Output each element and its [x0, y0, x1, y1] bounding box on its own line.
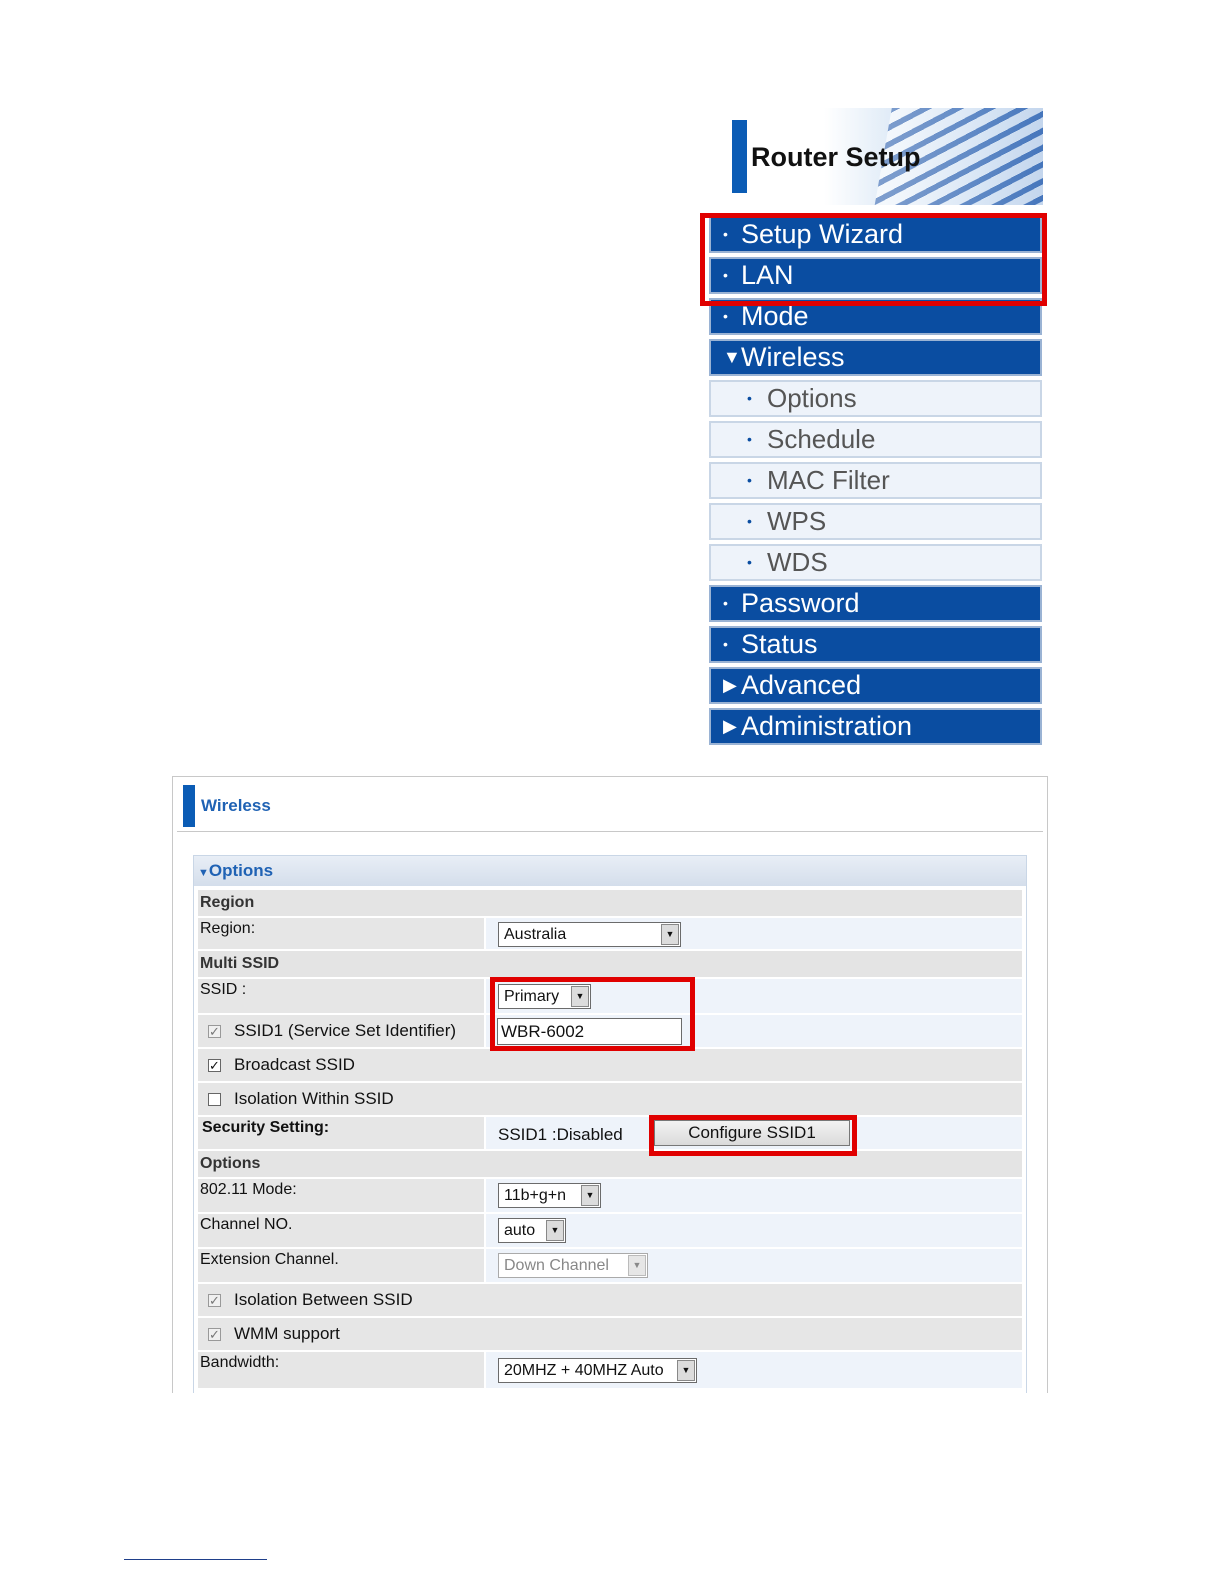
menu-item-wireless[interactable]: [709, 339, 1042, 376]
section-region: Region: [198, 890, 1022, 916]
row-80211-mode: [198, 1179, 1022, 1212]
channel-value-cell: [486, 1214, 1022, 1247]
wmm-support-checkbox[interactable]: ✓: [209, 1326, 220, 1342]
channel-select[interactable]: [498, 1218, 566, 1243]
chevron-down-icon: ▼: [677, 1360, 695, 1381]
bullet-icon: •: [723, 267, 728, 283]
isolation-within-ssid-label: Isolation Within SSID: [234, 1089, 394, 1108]
isolation-between-ssid-checkbox[interactable]: ✓: [209, 1292, 220, 1308]
bandwidth-select-value: 20MHZ + 40MHZ Auto: [504, 1362, 664, 1379]
mode-select[interactable]: [498, 1183, 601, 1208]
extension-channel-select[interactable]: [498, 1253, 648, 1278]
panel-accent-bar: [183, 785, 195, 827]
isolation-between-ssid-label: Isolation Between SSID: [234, 1290, 413, 1309]
extension-channel-value-cell: [486, 1249, 1022, 1282]
menu-item-label: Status: [741, 629, 818, 659]
submenu-item-options[interactable]: [709, 380, 1042, 417]
bullet-icon: •: [747, 472, 752, 488]
bullet-icon: •: [747, 554, 752, 570]
menu-item-label: Wireless: [741, 342, 845, 372]
triangle-down-icon: ▼: [723, 347, 741, 367]
triangle-right-icon: ▶: [723, 675, 737, 695]
submenu-item-label: MAC Filter: [767, 465, 890, 495]
submenu-item-schedule[interactable]: [709, 421, 1042, 458]
panel-title: Wireless: [201, 796, 271, 815]
bandwidth-label: Bandwidth:: [198, 1352, 484, 1388]
channel-label: Channel NO.: [198, 1214, 484, 1247]
row-broadcast-ssid: [198, 1049, 1022, 1081]
mode-value-cell: [486, 1179, 1022, 1212]
chevron-down-icon: ▼: [571, 986, 589, 1007]
row-extension-channel: [198, 1249, 1022, 1282]
menu-item-label: Mode: [741, 301, 809, 331]
chevron-down-icon: ▼: [661, 924, 679, 945]
security-setting-label: Security Setting:: [198, 1117, 484, 1149]
menu-item-status[interactable]: [709, 626, 1042, 663]
bandwidth-value-cell: [486, 1352, 1022, 1388]
menu-item-administration[interactable]: [709, 708, 1042, 745]
broadcast-ssid-checkbox[interactable]: ✓: [209, 1057, 220, 1073]
submenu-item-label: WPS: [767, 506, 827, 536]
submenu-item-label: Options: [767, 383, 857, 413]
ssid1-name-input[interactable]: WBR-6002: [497, 1018, 682, 1045]
broadcast-ssid-label: Broadcast SSID: [234, 1055, 355, 1074]
row-security-setting: [198, 1117, 1022, 1149]
mode-label: 802.11 Mode:: [198, 1179, 484, 1212]
highlight-box-configure: [649, 1115, 857, 1156]
bullet-icon: •: [723, 595, 728, 611]
chevron-down-icon: ▼: [628, 1255, 646, 1276]
options-body: [194, 886, 1026, 1388]
submenu-item-wps[interactable]: [709, 503, 1042, 540]
region-select[interactable]: [498, 922, 681, 947]
wireless-panel: [172, 776, 1048, 1393]
menu-item-advanced[interactable]: [709, 667, 1042, 704]
chevron-down-icon: ▼: [546, 1220, 564, 1241]
bullet-icon: •: [747, 431, 752, 447]
submenu-item-wds[interactable]: [709, 544, 1042, 581]
submenu-item-label: WDS: [767, 547, 828, 577]
bandwidth-select[interactable]: [498, 1358, 697, 1383]
header-accent-bar: [732, 120, 747, 193]
menu-item-label: Password: [741, 588, 860, 618]
router-setup-title: Router Setup: [751, 142, 921, 172]
row-region: [198, 918, 1022, 949]
row-channel: [198, 1214, 1022, 1247]
bullet-icon: •: [747, 513, 752, 529]
ssid1-checkbox[interactable]: ✓: [209, 1023, 220, 1039]
triangle-right-icon: ▶: [723, 716, 737, 736]
submenu-item-label: Schedule: [767, 424, 876, 454]
region-value-cell: [486, 918, 1022, 949]
section-options: Options: [198, 1151, 1022, 1177]
row-wmm-support: [198, 1318, 1022, 1350]
bullet-icon: •: [723, 226, 728, 242]
row-isolation-between-ssid: [198, 1284, 1022, 1316]
wmm-support-label: WMM support: [234, 1324, 340, 1343]
extension-channel-label: Extension Channel.: [198, 1249, 484, 1282]
region-label: Region:: [198, 918, 484, 949]
highlight-box-ssid: [490, 977, 695, 1051]
ssid1-label-cell: [198, 1015, 484, 1047]
triangle-down-icon: ▼: [198, 867, 209, 879]
bullet-icon: •: [723, 636, 728, 652]
bullet-icon: •: [723, 308, 728, 324]
isolation-within-ssid-checkbox[interactable]: [208, 1093, 221, 1106]
bullet-icon: •: [747, 390, 752, 406]
router-setup-header: [730, 108, 1043, 205]
panel-divider: [177, 831, 1043, 832]
ssid-label: SSID :: [198, 979, 484, 1013]
ssid-select-value: Primary: [504, 988, 560, 1005]
security-status-text: SSID1 :Disabled: [498, 1125, 623, 1144]
submenu-item-mac-filter[interactable]: [709, 462, 1042, 499]
options-header[interactable]: [194, 856, 1026, 886]
section-multi-ssid: Multi SSID: [198, 951, 1022, 977]
menu-item-label: LAN: [741, 260, 794, 290]
row-bandwidth: [198, 1352, 1022, 1388]
highlight-box-setup-lan: [700, 213, 1047, 306]
chevron-down-icon: ▼: [581, 1185, 599, 1206]
row-isolation-within-ssid: [198, 1083, 1022, 1115]
menu-item-password[interactable]: [709, 585, 1042, 622]
region-select-value: Australia: [504, 926, 567, 943]
footnote-rule: [124, 1559, 267, 1560]
menu-item-label: Advanced: [741, 670, 862, 700]
extension-channel-select-value: Down Channel: [504, 1257, 609, 1274]
options-group: [193, 855, 1027, 1393]
configure-ssid1-button[interactable]: Configure SSID1: [654, 1120, 850, 1146]
options-header-label: Options: [208, 861, 274, 880]
channel-select-value: auto: [504, 1222, 536, 1239]
ssid1-label: SSID1 (Service Set Identifier): [234, 1021, 457, 1040]
menu-item-label: Administration: [741, 711, 913, 741]
menu-item-label: Setup Wizard: [741, 219, 904, 249]
mode-select-value: 11b+g+n: [504, 1187, 566, 1204]
